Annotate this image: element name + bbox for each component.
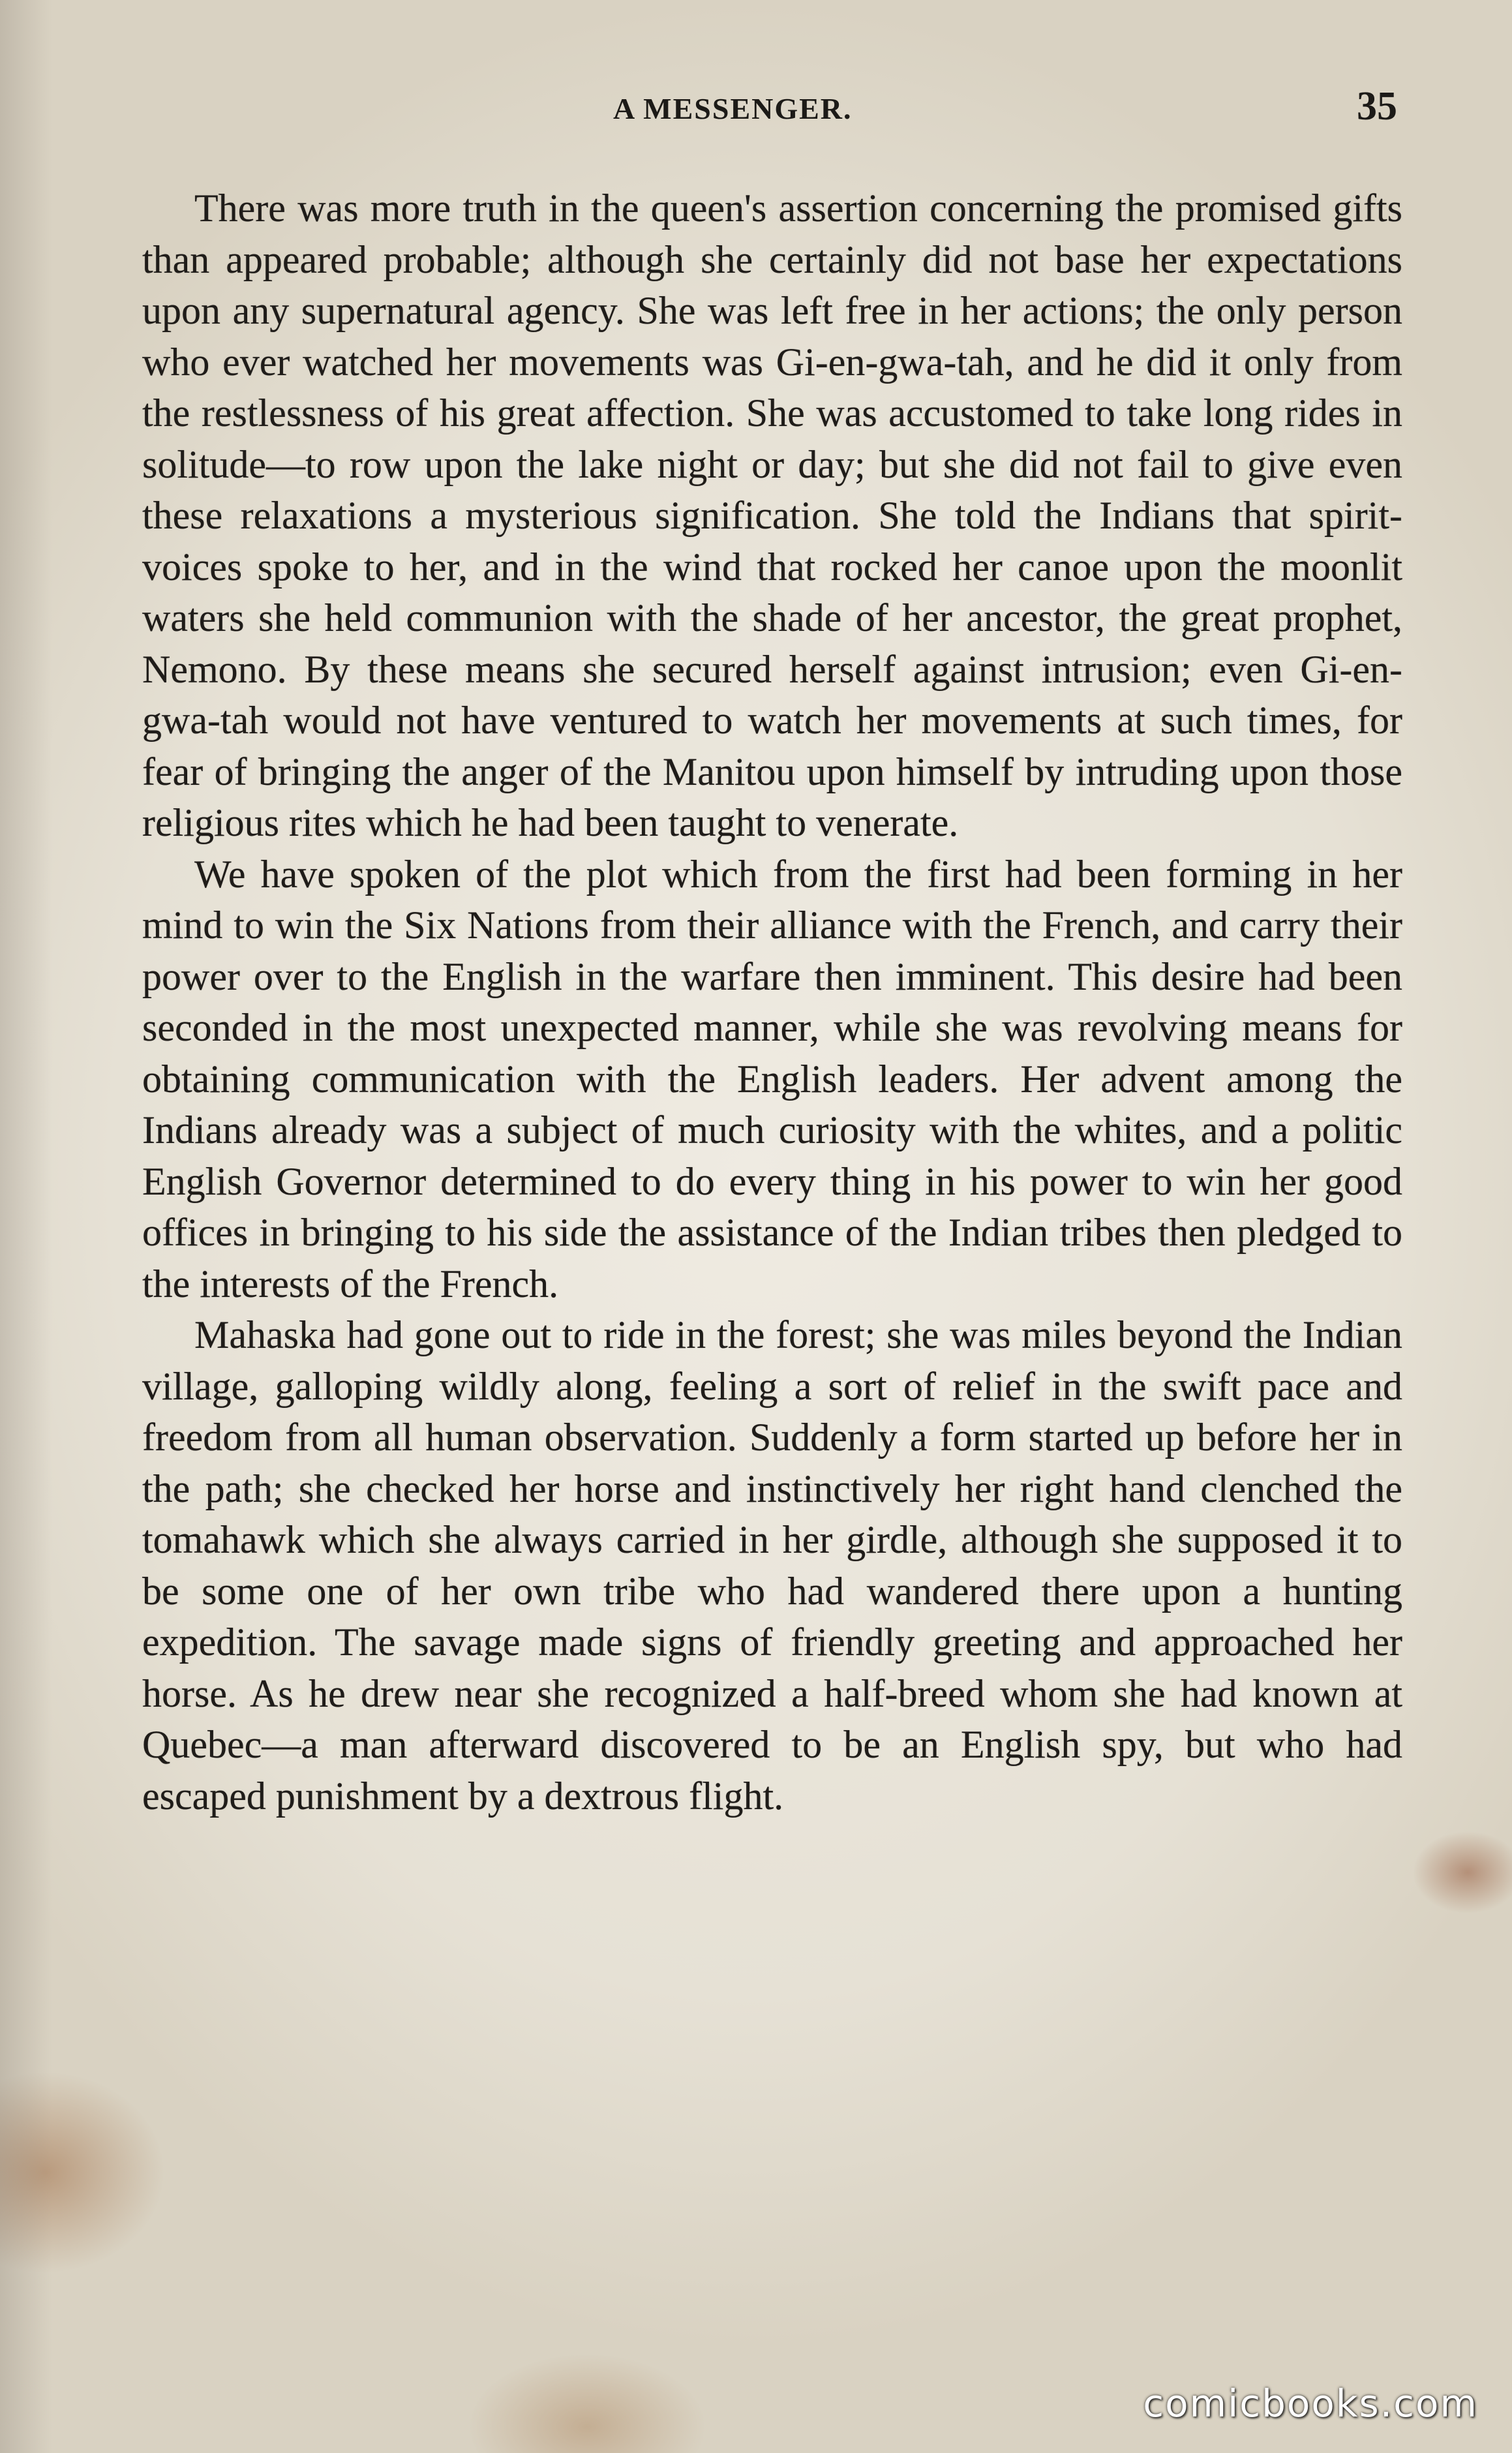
running-title: A MESSENGER. xyxy=(613,92,853,125)
body-text xyxy=(142,183,1402,1821)
paragraph-2: We have spoken of the plot which from the first had been forming in her mind to win the Six Nations from their alliance with the French, and carry their power over to the English in the warfare then imminent. This desire had been seconded in the most unexpected manner, while she was revolving means for obtaining communication with the English leaders. Her advent among the Indians already was a subject of much curiosity with the whites, and a politic English Governor determined to do every thing in his power to win her good offices in bringing to his side the assistance of the Indian tribes then pledged to the interests of the French. xyxy=(142,852,1402,1305)
page-edge-shadow xyxy=(0,0,52,2453)
paragraph-1: There was more truth in the queen's assertion concerning the promised gifts than appeared probable; although she certainly did not base her expectations upon any supernatural agency. She was left free in her actions; the only person who ever watched her movements was Gi-en-gwa-tah, and he did it only from the restlessness of his great affection. She was accustomed to take long rides in solitude—to row upon the lake night or day; but she did not fail to give even these relaxations a mysterious signification. She told the Indians that spirit-voices spoke to her, and in the wind that rocked her canoe upon the moonlit waters she held communion with the shade of her ancestor, the great prophet, Nemono. By these means she secured herself against intrusion; even Gi-en-gwa-tah would not have ventured to watch her movements at such times, for fear of bringing the anger of the Manitou upon himself by intruding upon those religious rites which he had been taught to venerate. xyxy=(142,187,1402,844)
paragraph-3: Mahaska had gone out to ride in the forest; she was miles beyond the Indian village, galloping wildly along, feeling a sort of relief in the swift pace and freedom from all human observation. Suddenly a form started up before her in the path; she checked her horse and instinctively her right hand clenched the tomahawk which she always carried in her girdle, although she supposed it to be some one of her own tribe who had wandered there upon a hunting expedition. The savage made signs of friendly greeting and approached her horse. As he drew near she recognized a half-breed whom she had known at Quebec—a man afterward discovered to be an English spy, but who had escaped punishment by a dextrous flight. xyxy=(142,1313,1402,1818)
site-watermark: comicbooks.com xyxy=(1143,2381,1478,2426)
page-number: 35 xyxy=(1357,84,1397,129)
page-header xyxy=(0,84,1512,136)
